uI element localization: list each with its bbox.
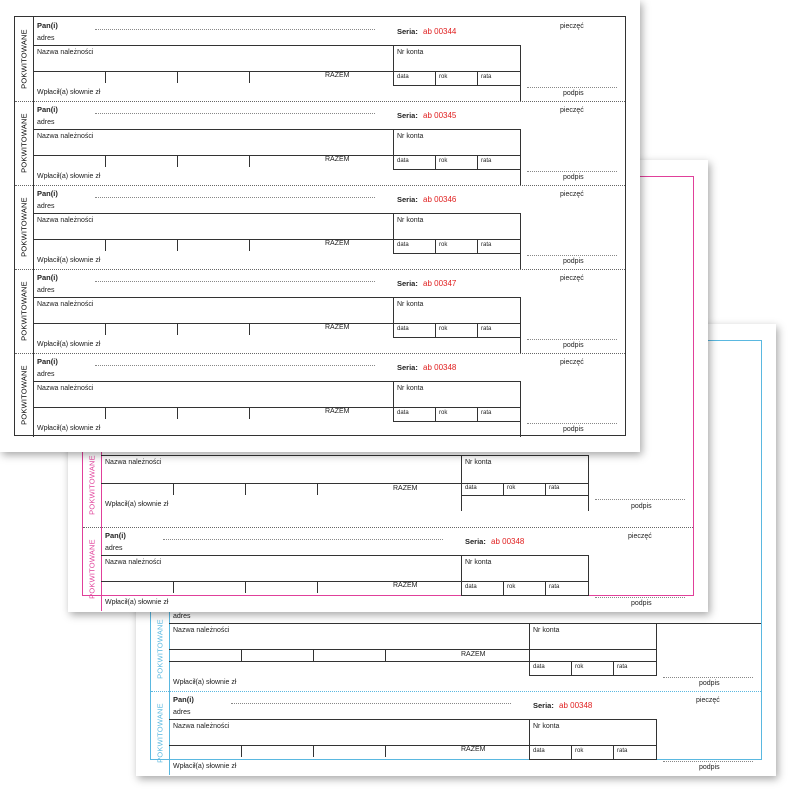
- side-label: POKWITOWANE: [151, 607, 170, 691]
- pieczec-label: pieczęć: [560, 107, 584, 114]
- slip: [15, 269, 625, 354]
- slownie-label: Wpłacił(a) słownie zł: [37, 341, 101, 348]
- slownie-label: Wpłacił(a) słownie zł: [105, 501, 169, 508]
- serial-number: ab 00347: [423, 279, 457, 288]
- adres-label: adres: [105, 545, 123, 552]
- slip: [15, 17, 625, 102]
- rata-label: rata: [481, 74, 492, 80]
- nazwa-label: Nazwa należności: [173, 723, 230, 730]
- slip: [15, 353, 625, 437]
- pan-label: Pan(i): [37, 105, 58, 114]
- razem-label: RAZEM: [325, 72, 350, 79]
- nazwa-label: Nazwa należności: [173, 627, 230, 634]
- serial-number: ab 00348: [423, 363, 457, 372]
- data-label: data: [533, 664, 545, 670]
- rok-label: rok: [439, 326, 448, 332]
- seria-label: Seria:: [533, 701, 554, 710]
- seria-label: Seria:: [397, 195, 418, 204]
- podpis-label: podpis: [631, 600, 652, 607]
- nazwa-label: Nazwa należności: [37, 217, 94, 224]
- nr-konta-label: Nr konta: [533, 723, 560, 730]
- razem-label: RAZEM: [325, 156, 350, 163]
- data-label: data: [397, 410, 409, 416]
- nazwa-label: Nazwa należności: [37, 385, 94, 392]
- podpis-label: podpis: [563, 258, 584, 265]
- serial-number: ab 00348: [559, 701, 593, 710]
- adres-label: adres: [37, 371, 55, 378]
- nazwa-label: Nazwa należności: [37, 49, 94, 56]
- razem-label: RAZEM: [325, 408, 350, 415]
- rata-label: rata: [481, 326, 492, 332]
- nr-konta-label: Nr konta: [465, 559, 492, 566]
- rok-label: rok: [439, 242, 448, 248]
- data-label: data: [397, 326, 409, 332]
- rata-label: rata: [481, 158, 492, 164]
- pieczec-label: pieczęć: [560, 23, 584, 30]
- pan-label: Pan(i): [37, 357, 58, 366]
- serial-number: ab 00348: [491, 537, 525, 546]
- rok-label: rok: [439, 74, 448, 80]
- slownie-label: Wpłacił(a) słownie zł: [105, 599, 169, 606]
- side-label: POKWITOWANE: [15, 353, 34, 437]
- slip: [15, 101, 625, 186]
- rata-label: rata: [481, 410, 492, 416]
- pieczec-label: pieczęć: [560, 275, 584, 282]
- data-label: data: [465, 485, 477, 491]
- pan-label: Pan(i): [105, 531, 126, 540]
- nazwa-label: Nazwa należności: [105, 559, 162, 566]
- podpis-label: podpis: [563, 174, 584, 181]
- side-label: POKWITOWANE: [151, 691, 170, 775]
- nr-konta-label: Nr konta: [397, 217, 424, 224]
- slip: [151, 691, 761, 775]
- podpis-label: podpis: [563, 342, 584, 349]
- pieczec-label: pieczęć: [560, 191, 584, 198]
- adres-label: adres: [37, 35, 55, 42]
- seria-label: Seria:: [465, 537, 486, 546]
- podpis-label: podpis: [563, 426, 584, 433]
- adres-label: adres: [37, 287, 55, 294]
- serial-number: ab 00345: [423, 111, 457, 120]
- rok-label: rok: [507, 485, 516, 491]
- pan-label: Pan(i): [173, 695, 194, 704]
- nr-konta-label: Nr konta: [397, 301, 424, 308]
- rata-label: rata: [617, 664, 628, 670]
- data-label: data: [533, 748, 545, 754]
- rok-label: rok: [507, 584, 516, 590]
- podpis-label: podpis: [699, 764, 720, 771]
- nazwa-label: Nazwa należności: [37, 301, 94, 308]
- seria-label: Seria:: [397, 279, 418, 288]
- seria-label: Seria:: [397, 111, 418, 120]
- podpis-label: podpis: [699, 680, 720, 687]
- podpis-label: podpis: [631, 503, 652, 510]
- seria-label: Seria:: [397, 27, 418, 36]
- side-label: POKWITOWANE: [15, 17, 34, 101]
- front-frame: [14, 16, 626, 436]
- front-sheet: [0, 0, 640, 452]
- slownie-label: Wpłacił(a) słownie zł: [173, 679, 237, 686]
- rok-label: rok: [575, 748, 584, 754]
- rata-label: rata: [617, 748, 628, 754]
- nr-konta-label: Nr konta: [533, 627, 560, 634]
- adres-label: adres: [173, 613, 191, 620]
- side-label: POKWITOWANE: [15, 269, 34, 353]
- data-label: data: [397, 242, 409, 248]
- side-label: POKWITOWANE: [15, 101, 34, 185]
- side-label: POKWITOWANE: [83, 443, 102, 527]
- adres-label: adres: [37, 119, 55, 126]
- slownie-label: Wpłacił(a) słownie zł: [37, 89, 101, 96]
- rata-label: rata: [549, 584, 560, 590]
- data-label: data: [397, 74, 409, 80]
- side-label: POKWITOWANE: [83, 527, 102, 611]
- rok-label: rok: [439, 158, 448, 164]
- slownie-label: Wpłacił(a) słownie zł: [37, 173, 101, 180]
- side-label: POKWITOWANE: [15, 185, 34, 269]
- rok-label: rok: [439, 410, 448, 416]
- pieczec-label: pieczęć: [628, 533, 652, 540]
- pieczec-label: pieczęć: [560, 359, 584, 366]
- razem-label: RAZEM: [325, 324, 350, 331]
- slip: [151, 607, 761, 692]
- nr-konta-label: Nr konta: [465, 459, 492, 466]
- slip: [15, 185, 625, 270]
- data-label: data: [397, 158, 409, 164]
- slownie-label: Wpłacił(a) słownie zł: [173, 763, 237, 770]
- pan-label: Pan(i): [37, 273, 58, 282]
- nazwa-label: Nazwa należności: [37, 133, 94, 140]
- adres-label: adres: [173, 709, 191, 716]
- nr-konta-label: Nr konta: [397, 49, 424, 56]
- slownie-label: Wpłacił(a) słownie zł: [37, 425, 101, 432]
- razem-label: RAZEM: [393, 582, 418, 589]
- slownie-label: Wpłacił(a) słownie zł: [37, 257, 101, 264]
- slip: [83, 527, 693, 611]
- slip: [83, 443, 693, 528]
- podpis-label: podpis: [563, 90, 584, 97]
- nazwa-label: Nazwa należności: [105, 459, 162, 466]
- razem-label: RAZEM: [461, 651, 486, 658]
- pan-label: Pan(i): [37, 189, 58, 198]
- serial-number: ab 00346: [423, 195, 457, 204]
- nr-konta-label: Nr konta: [397, 133, 424, 140]
- razem-label: RAZEM: [393, 485, 418, 492]
- serial-number: ab 00344: [423, 27, 457, 36]
- rok-label: rok: [575, 664, 584, 670]
- pieczec-label: pieczęć: [696, 697, 720, 704]
- adres-label: adres: [37, 203, 55, 210]
- data-label: data: [465, 584, 477, 590]
- pan-label: Pan(i): [37, 21, 58, 30]
- rata-label: rata: [549, 485, 560, 491]
- seria-label: Seria:: [397, 363, 418, 372]
- rata-label: rata: [481, 242, 492, 248]
- nr-konta-label: Nr konta: [397, 385, 424, 392]
- razem-label: RAZEM: [325, 240, 350, 247]
- razem-label: RAZEM: [461, 746, 486, 753]
